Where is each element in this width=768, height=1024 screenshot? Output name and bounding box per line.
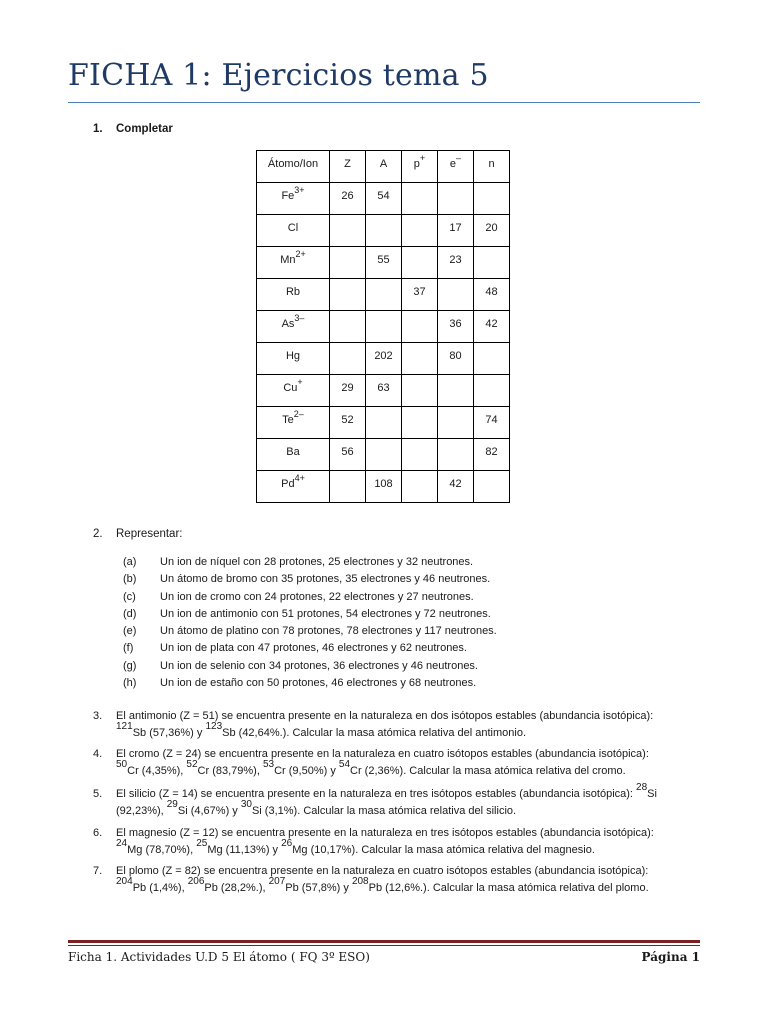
table-header-cell bbox=[474, 151, 510, 183]
problem-text: Cr (83,79%), bbox=[197, 765, 263, 777]
problem-text: Cr (9,50%) y bbox=[274, 765, 339, 777]
problem-text: Si (4,67%) y bbox=[177, 805, 241, 817]
mass-number: 207 bbox=[268, 876, 286, 888]
list-item-text: Un ion de selenio con 34 protones, 36 electrones y 46 neutrones. bbox=[160, 659, 478, 672]
header-text: Z bbox=[344, 158, 351, 170]
species-symbol: Te bbox=[282, 414, 294, 426]
cell-z: 52 bbox=[330, 407, 366, 439]
cell-a bbox=[366, 215, 402, 247]
cell-z bbox=[330, 215, 366, 247]
cell-z bbox=[330, 279, 366, 311]
cell-species bbox=[257, 439, 330, 471]
table-row bbox=[257, 407, 510, 439]
list-item-tag: (e) bbox=[123, 625, 137, 638]
species-charge: 2+ bbox=[295, 249, 306, 260]
cell-a: 108 bbox=[366, 471, 402, 503]
cell-n bbox=[474, 471, 510, 503]
problem-number: 6. bbox=[93, 827, 103, 839]
cell-n: 82 bbox=[474, 439, 510, 471]
cell-z bbox=[330, 343, 366, 375]
cell-n bbox=[474, 375, 510, 407]
table-header-cell bbox=[402, 151, 438, 183]
problem-line2 bbox=[116, 838, 595, 856]
cell-p bbox=[402, 311, 438, 343]
problem-number: 7. bbox=[93, 865, 103, 877]
list-item-tag: (a) bbox=[123, 556, 137, 568]
footer-divider-thin bbox=[68, 945, 700, 946]
cell-n: 20 bbox=[474, 215, 510, 247]
atom-ion-table bbox=[256, 150, 510, 503]
question-2-number: 2. bbox=[93, 528, 103, 540]
problem-text: (92,23%), bbox=[116, 805, 167, 817]
mass-number: 208 bbox=[351, 876, 369, 888]
problem-line2 bbox=[116, 721, 527, 739]
cell-n: 74 bbox=[474, 407, 510, 439]
problem-text: Si (3,1%). Calcular la masa atómica relativa del silicio. bbox=[251, 805, 517, 817]
species-symbol: Cl bbox=[287, 222, 299, 234]
cell-species bbox=[257, 279, 330, 311]
list-item-text: Un ion de estaño con 50 protones, 46 electrones y 68 neutrones. bbox=[160, 677, 477, 690]
table-row bbox=[257, 183, 510, 215]
problem-text: Pb (57,8%) y bbox=[285, 882, 352, 894]
problem-text: Pb (12,6%.). Calcular la masa atómica relativa del plomo. bbox=[368, 882, 649, 894]
problem-text: Pb (1,4%), bbox=[132, 882, 188, 894]
cell-p bbox=[402, 343, 438, 375]
table-row bbox=[257, 279, 510, 311]
mass-number: 54 bbox=[338, 759, 351, 771]
problem-number: 5. bbox=[93, 788, 103, 800]
header-text: n bbox=[488, 158, 495, 170]
species-charge: 3– bbox=[294, 313, 305, 324]
cell-e bbox=[438, 439, 474, 471]
mass-number: 121 bbox=[116, 721, 133, 733]
table-row bbox=[257, 343, 510, 375]
mass-number: 29 bbox=[166, 799, 178, 811]
problem-text: Pb (28,2%.), bbox=[204, 882, 269, 894]
cell-p: 37 bbox=[402, 279, 438, 311]
cell-e bbox=[438, 407, 474, 439]
table-header-cell bbox=[257, 151, 330, 183]
cell-species bbox=[257, 343, 330, 375]
problem-line1 bbox=[116, 710, 653, 722]
list-item-text: Un átomo de bromo con 35 protones, 35 electrones y 46 neutrones. bbox=[160, 573, 491, 586]
mass-number: 50 bbox=[116, 759, 128, 771]
problem-number: 4. bbox=[93, 748, 103, 760]
problem-text: Si bbox=[647, 788, 657, 800]
table-row bbox=[257, 247, 510, 279]
cell-e: 17 bbox=[438, 215, 474, 247]
species-charge: 3+ bbox=[294, 185, 305, 196]
cell-n bbox=[474, 343, 510, 375]
cell-z bbox=[330, 247, 366, 279]
species-symbol: Cu bbox=[283, 382, 298, 394]
cell-e: 23 bbox=[438, 247, 474, 279]
table-header-cell bbox=[366, 151, 402, 183]
mass-number: 204 bbox=[116, 876, 133, 888]
cell-a: 63 bbox=[366, 375, 402, 407]
cell-e: 36 bbox=[438, 311, 474, 343]
list-item-tag: (h) bbox=[123, 677, 137, 690]
cell-n bbox=[474, 247, 510, 279]
question-1-number: 1. bbox=[93, 123, 103, 135]
cell-n: 48 bbox=[474, 279, 510, 311]
list-item-tag: (g) bbox=[123, 659, 137, 672]
page-title: FICHA 1: Ejercicios tema 5 bbox=[68, 58, 489, 93]
problem-text: Mg (10,17%). Calcular la masa atómica relativa del magnesio. bbox=[292, 844, 595, 856]
footer-text: Ficha 1. Actividades U.D 5 El átomo ( FQ 3º ESO) bbox=[68, 950, 370, 964]
table-row bbox=[257, 311, 510, 343]
cell-e: 42 bbox=[438, 471, 474, 503]
cell-n: 42 bbox=[474, 311, 510, 343]
cell-a bbox=[366, 311, 402, 343]
table-row bbox=[257, 439, 510, 471]
problem-text: Cr (2,36%). Calcular la masa atómica relativa del cromo. bbox=[350, 765, 626, 777]
cell-p bbox=[402, 375, 438, 407]
species-symbol: Pd bbox=[281, 478, 295, 490]
cell-species bbox=[257, 375, 330, 407]
species-symbol: Hg bbox=[285, 350, 301, 362]
table-row bbox=[257, 375, 510, 407]
cell-a: 55 bbox=[366, 247, 402, 279]
table-header-cell bbox=[438, 151, 474, 183]
list-item-tag: (f) bbox=[123, 642, 134, 655]
question-1-label: Completar bbox=[116, 123, 173, 135]
header-superscript: + bbox=[419, 153, 426, 164]
problem-text: El plomo (Z = 82) se encuentra presente en la naturaleza en cuatro isótopos estables (abundancia isotópica): bbox=[116, 865, 649, 877]
cell-a: 202 bbox=[366, 343, 402, 375]
problem-text: Sb (42,64%.). Calcular la masa atómica relativa del antimonio. bbox=[222, 727, 527, 739]
problem-number: 3. bbox=[93, 710, 103, 722]
cell-e bbox=[438, 183, 474, 215]
mass-number: 25 bbox=[196, 838, 208, 850]
species-symbol: As bbox=[281, 318, 295, 330]
list-item-tag: (d) bbox=[123, 607, 137, 620]
cell-e bbox=[438, 279, 474, 311]
cell-z: 26 bbox=[330, 183, 366, 215]
header-text: p bbox=[413, 158, 420, 170]
cell-a bbox=[366, 439, 402, 471]
problem-text: El antimonio (Z = 51) se encuentra presente en la naturaleza en dos isótopos estables (abundancia isotópica): bbox=[116, 710, 654, 722]
footer-divider-thick bbox=[68, 940, 700, 943]
mass-number: 24 bbox=[116, 838, 128, 850]
table-row bbox=[257, 471, 510, 503]
problem-line2 bbox=[116, 759, 626, 777]
list-item-tag: (c) bbox=[123, 590, 136, 603]
species-charge: 4+ bbox=[294, 473, 305, 484]
problem-line1 bbox=[116, 782, 657, 800]
list-item-text: Un ion de plata con 47 protones, 46 electrones y 62 neutrones. bbox=[160, 642, 467, 655]
cell-a bbox=[366, 407, 402, 439]
cell-species bbox=[257, 311, 330, 343]
problem-line2 bbox=[116, 799, 517, 817]
mass-number: 123 bbox=[205, 721, 223, 733]
list-item-tag: (b) bbox=[123, 573, 137, 586]
species-charge: 2– bbox=[293, 409, 304, 420]
problem-text: Mg (11,13%) y bbox=[207, 844, 282, 856]
list-item-text: Un átomo de platino con 78 protones, 78 electrones y 117 neutrones. bbox=[160, 625, 497, 638]
cell-species bbox=[257, 471, 330, 503]
cell-p bbox=[402, 471, 438, 503]
list-item-text: Un ion de antimonio con 51 protones, 54 electrones y 72 neutrones. bbox=[160, 607, 491, 620]
cell-species bbox=[257, 183, 330, 215]
species-symbol: Rb bbox=[285, 286, 301, 298]
cell-a bbox=[366, 279, 402, 311]
cell-e: 80 bbox=[438, 343, 474, 375]
header-text: A bbox=[379, 158, 388, 170]
mass-number: 28 bbox=[636, 782, 648, 794]
cell-z bbox=[330, 471, 366, 503]
cell-a: 54 bbox=[366, 183, 402, 215]
mass-number: 52 bbox=[186, 759, 198, 771]
problem-text: El silicio (Z = 14) se encuentra presente en la naturaleza en tres isótopos estables (abundancia isotópica): bbox=[116, 788, 637, 800]
cell-p bbox=[402, 247, 438, 279]
mass-number: 206 bbox=[187, 876, 205, 888]
table-body bbox=[257, 183, 510, 503]
header-text: Átomo/Ion bbox=[267, 158, 319, 170]
list-item-text: Un ion de cromo con 24 protones, 22 electrones y 27 neutrones. bbox=[160, 590, 474, 603]
title-divider bbox=[68, 102, 700, 103]
table-header-cell bbox=[330, 151, 366, 183]
species-symbol: Fe bbox=[281, 190, 295, 202]
list-item-text: Un ion de níquel con 28 protones, 25 electrones y 32 neutrones. bbox=[160, 556, 474, 568]
cell-species bbox=[257, 407, 330, 439]
cell-species bbox=[257, 215, 330, 247]
table-row bbox=[257, 215, 510, 247]
mass-number: 30 bbox=[240, 799, 252, 811]
mass-number: 26 bbox=[281, 838, 293, 850]
cell-n bbox=[474, 183, 510, 215]
cell-z: 56 bbox=[330, 439, 366, 471]
cell-p bbox=[402, 439, 438, 471]
mass-number: 53 bbox=[262, 759, 275, 771]
cell-p bbox=[402, 407, 438, 439]
header-superscript: – bbox=[456, 153, 462, 164]
page-number: Página 1 bbox=[641, 950, 700, 964]
cell-p bbox=[402, 215, 438, 247]
problem-text: Cr (4,35%), bbox=[127, 765, 187, 777]
cell-e bbox=[438, 375, 474, 407]
cell-z: 29 bbox=[330, 375, 366, 407]
header-text: e bbox=[449, 158, 457, 170]
problem-text: El cromo (Z = 24) se encuentra presente en la naturaleza en cuatro isótopos estables (abundancia isotópica): bbox=[116, 748, 649, 760]
problem-text: Sb (57,36%) y bbox=[132, 727, 206, 739]
problem-text: Mg (78,70%), bbox=[127, 844, 197, 856]
species-charge: + bbox=[297, 377, 303, 388]
species-symbol: Mn bbox=[280, 254, 296, 266]
problem-text: El magnesio (Z = 12) se encuentra presente en la naturaleza en tres isótopos estables (abundancia isotópica): bbox=[116, 827, 654, 839]
species-symbol: Ba bbox=[286, 446, 300, 458]
problem-line2 bbox=[116, 876, 649, 894]
cell-z bbox=[330, 311, 366, 343]
question-2-label: Representar: bbox=[116, 528, 183, 540]
table-header-row bbox=[257, 151, 510, 183]
cell-p bbox=[402, 183, 438, 215]
cell-species bbox=[257, 247, 330, 279]
